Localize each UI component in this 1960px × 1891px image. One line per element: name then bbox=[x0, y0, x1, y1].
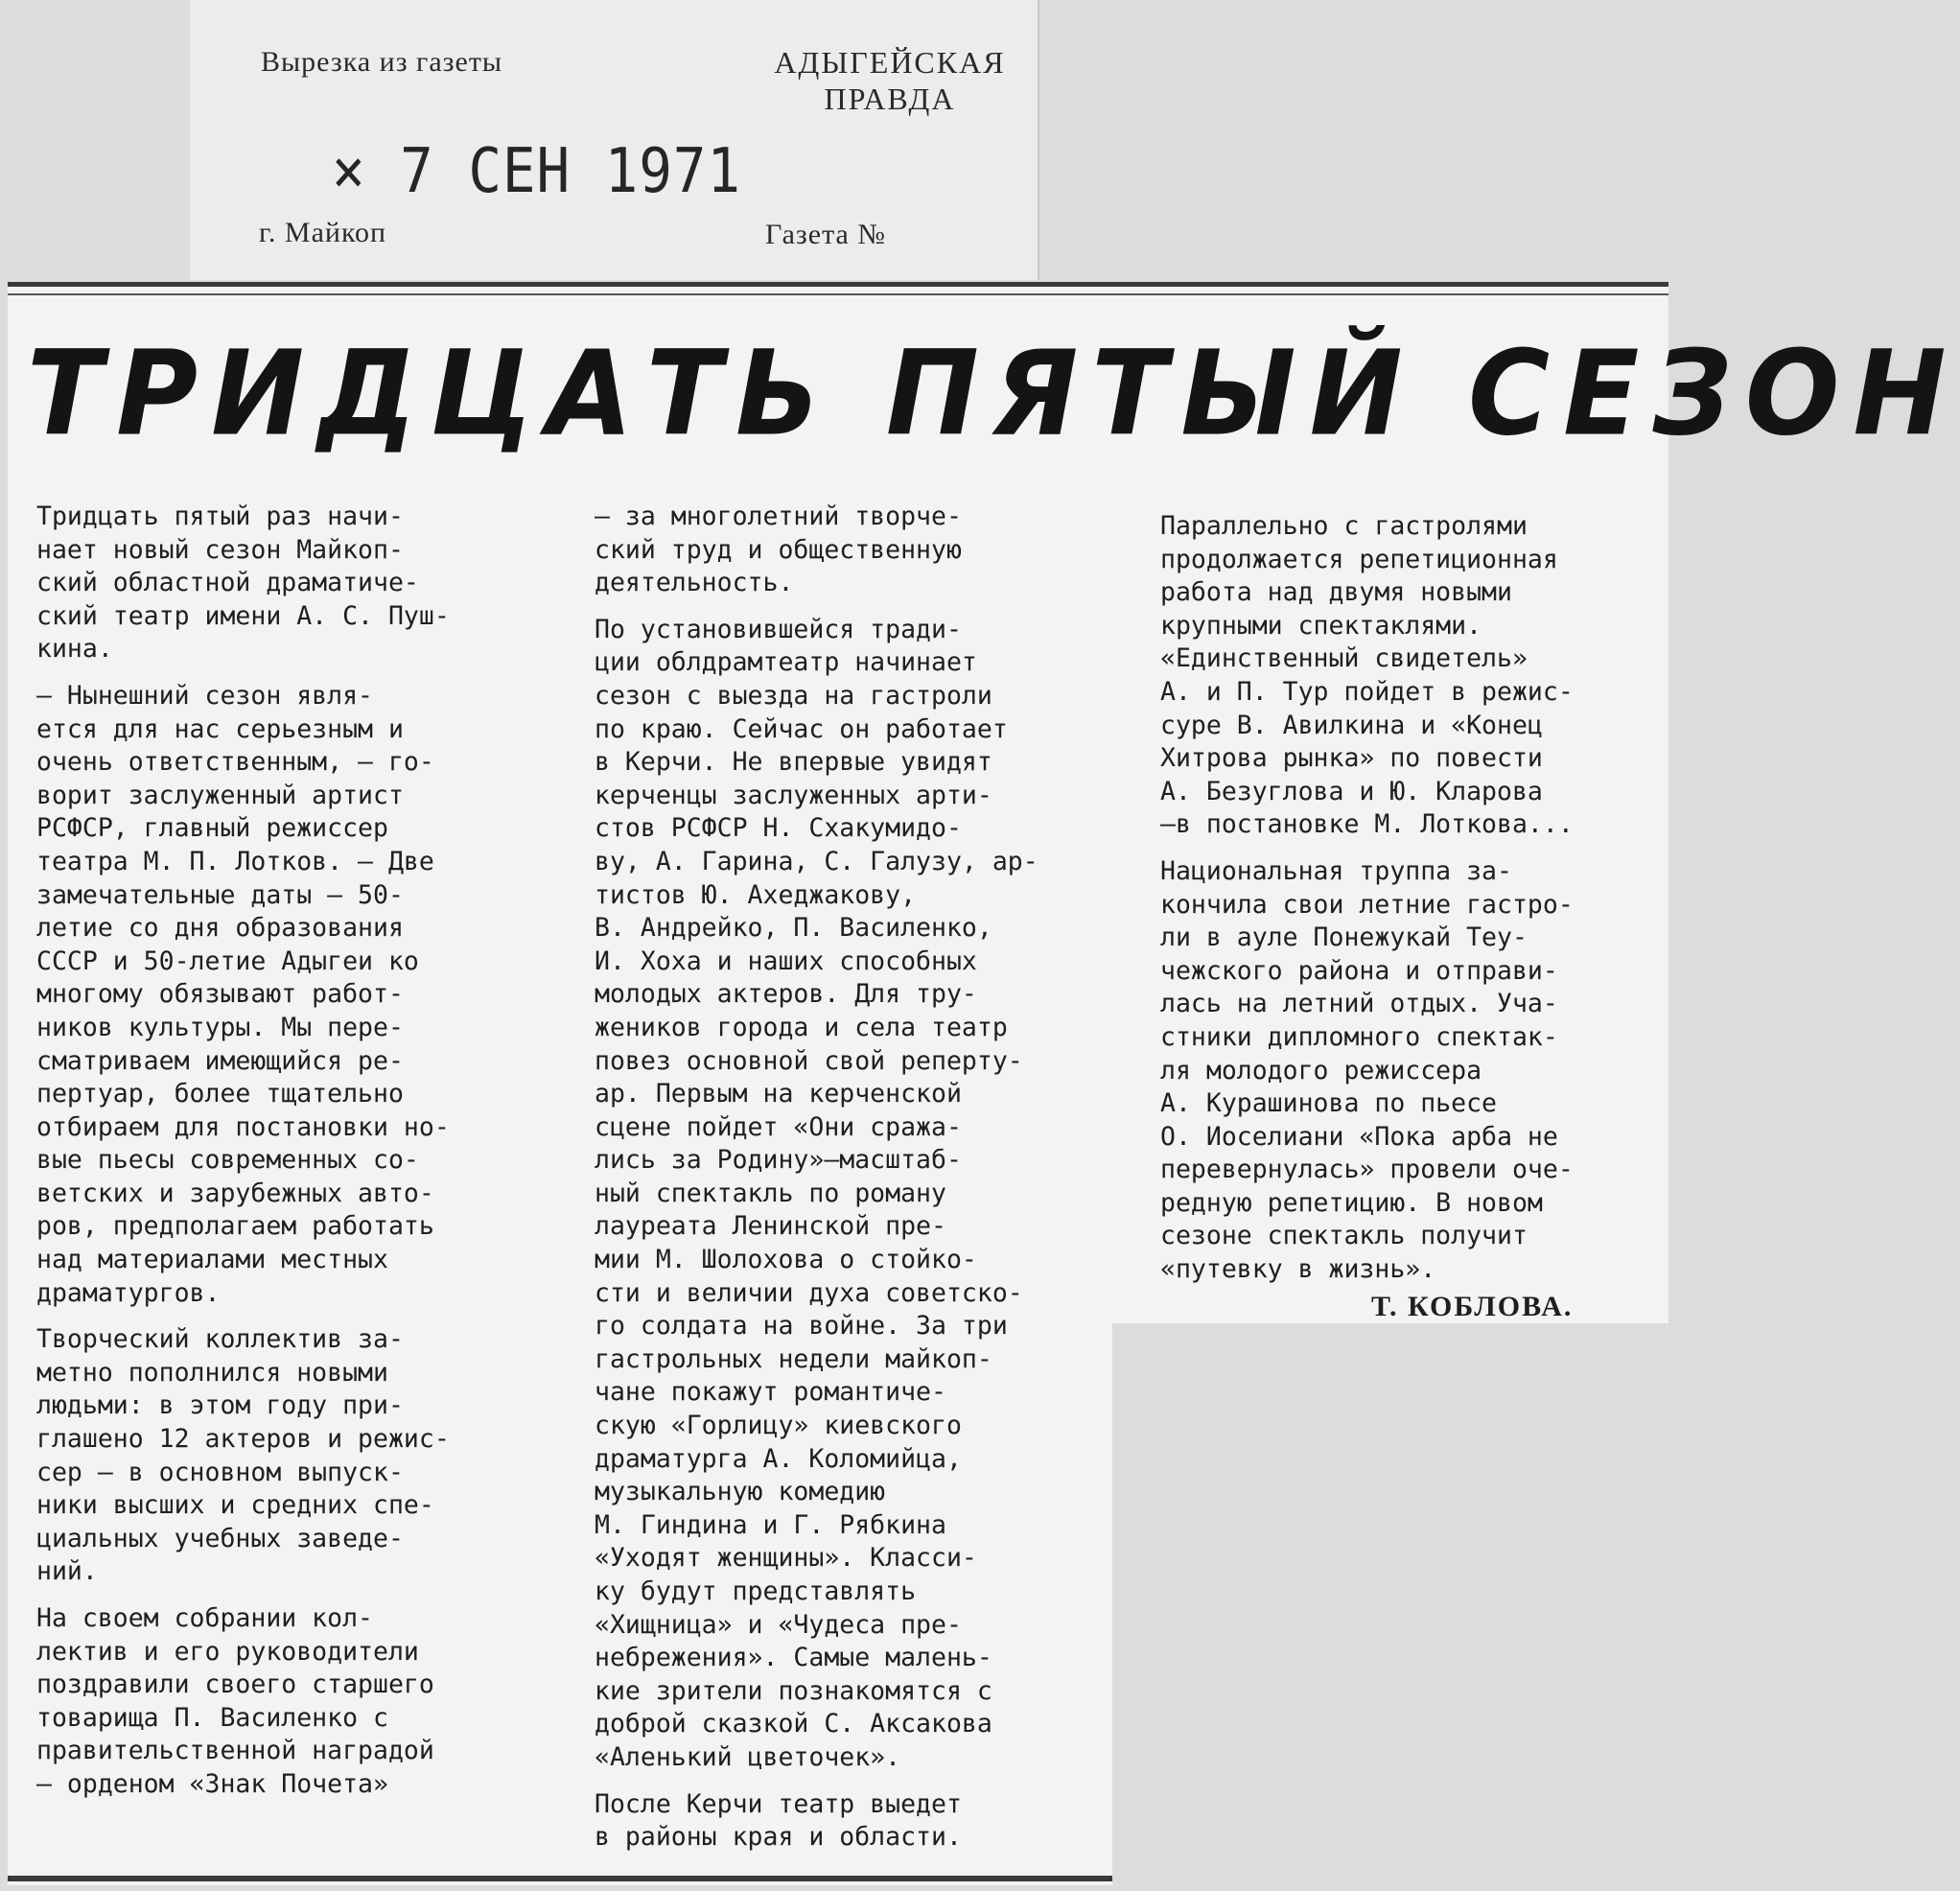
author-signature: Т. КОБЛОВА. bbox=[1371, 1291, 1574, 1322]
clipping-label: Вырезка из газеты bbox=[261, 46, 503, 78]
paragraph: Параллельно с гастролями продолжается репетиционная работа над двумя новыми крупными спектаклями. «Единственный свидетель» А. и П. Тур пойдет в режис- суре В. Авилкина и «Конец Хитрова рынка» по повести А. Безуглова и Ю. Кларова —в постановке М. Лоткова... bbox=[1160, 511, 1574, 840]
top-rule bbox=[8, 282, 1668, 295]
article-column-1 bbox=[36, 501, 554, 1815]
article-column-3 bbox=[1160, 510, 1667, 1300]
issue-label: Газета № bbox=[765, 219, 886, 250]
bottom-rule bbox=[8, 1876, 1112, 1881]
paragraph: — за многолетний творче- ский труд и общественную деятельность. bbox=[595, 502, 962, 598]
article-headline: ТРИДЦАТЬ ПЯТЫЙ СЕЗОН bbox=[27, 326, 1960, 462]
clipping-header bbox=[190, 0, 1039, 280]
paragraph: На своем собрании кол- лектив и его руководители поздравили своего старшего товарища П. Василенко с правительственной наградой — орденом «Знак Почета» bbox=[36, 1603, 434, 1799]
paragraph: По установившейся тради- ции облдрамтеатр начинает сезон с выезда на гастроли по краю. Сейчас он работает в Керчи. Не впервые увидят керченцы заслуженных арти- стов РСФСР Н. Схакумидо- ву, А. Гарина, С. Галузу, ар- тистов Ю. Ахеджакову, В. Андрейко, П. Василенко, И. Хоха и наших способных молодых актеров. Для тру- жеников города и села театр повез основной свой реперту- ар. Первым на керченской сцене пойдет «Они сража- лись за Родину»—масштаб- ный спектакль по роману лауреата Ленинской пре- мии М. Шолохова о стойко- сти и величии духа советско- го солдата на войне. За три гастрольных недели майкоп- чане покажут романтиче- скую «Горлицу» киевского драматурга А. Коломийца, музыкальную комедию М. Гиндина и Г. Рябкина «Уходят женщины». Класси- ку будут представлять «Хищница» и «Чудеса пре- небрежения». Самые малень- кие зрители познакомятся с доброй сказкой С. Аксакова «Аленький цветочек». bbox=[595, 614, 1038, 1772]
paragraph: Тридцать пятый раз начи- нает новый сезон Майкоп- ский областной драматиче- ский театр имени А. С. Пуш- кина. bbox=[36, 502, 450, 665]
newspaper-name: АДЫГЕЙСКАЯ ПРАВДА bbox=[774, 45, 1006, 116]
paragraph: После Керчи театр выедет в районы края и области. bbox=[595, 1788, 962, 1853]
paragraph: Творческий коллектив за- метно пополнился новыми людьми: в этом году при- глашено 12 актеров и режис- сер — в основном выпуск- ники высших и средних спе- циальных учебных заведе- ний. bbox=[36, 1324, 450, 1587]
date-stamp: × 7 СЕН 1971 bbox=[332, 136, 741, 207]
article-column-2 bbox=[595, 501, 1105, 1868]
city-label: г. Майкоп bbox=[259, 217, 387, 248]
paragraph: Национальная труппа за- кончила свои летние гастро- ли в ауле Понежукай Теу- чежского района и отправи- лась на летний отдых. Уча- стники дипломного спектак- ля молодого режиссера А. Курашинова по пьесе О. Иоселиани «Пока арба не перевернулась» провели оче- редную репетицию. В новом сезоне спектакль получит «путевку в жизнь». bbox=[1160, 855, 1574, 1285]
paragraph: — Нынешний сезон явля- ется для нас серьезным и очень ответственным, — го- ворит заслуженный артист РСФСР, главный режиссер театра М. П. Лотков. — Две замечательные даты — 50- летие со дня образования СССР и 50-летие Адыгеи ко многому обязывают работ- ников культуры. Мы пере- сматриваем имеющийся ре- пертуар, более тщательно отбираем для постановки но- вые пьесы современных со- ветских и зарубежных авто- ров, предполагаем работать над материалами местных драматургов. bbox=[36, 680, 450, 1308]
